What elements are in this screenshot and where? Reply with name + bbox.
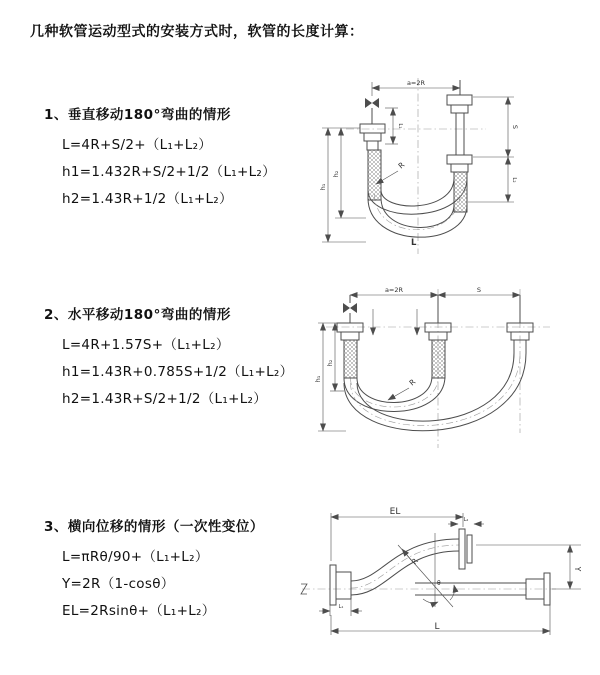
flange-left [330,565,351,605]
valve-icon [343,303,357,313]
formula-s1-l: L=4R+S/2+（L₁+L₂） [62,137,213,153]
section-1-heading: 1、垂直移动180°弯曲的情形 [44,107,231,123]
section-vertical-bend [44,106,276,208]
moving-pipe-right [447,80,472,212]
braided-hose-section [368,150,381,200]
braided-hose-section [344,340,357,378]
dim-label-s: S [511,124,519,130]
dimension-lines [319,513,581,635]
dim-label-l1: L₁ [397,123,403,129]
dim-label-r: R [407,377,418,388]
hose-s-curve [351,539,459,595]
diagram-vertical-180-bend [308,72,558,257]
hose-curves [368,178,467,237]
section-horizontal-bend [44,306,293,408]
dim-label-l2: L₂ [511,177,517,183]
formula-s3-l: L=πRθ/90+（L₁+L₂） [62,549,209,565]
dim-label-h2: h₂ [332,170,340,178]
dim-label-span: a=2R [384,286,404,294]
flange-upper-right [459,529,472,569]
dim-label-l: L [434,622,440,632]
diagram-horizontal-180-bend [308,283,568,458]
formula-s2-l: L=4R+1.57S+（L₁+L₂） [62,337,230,353]
page-title: 几种软管运动型式的安装方式时，软管的长度计算： [30,24,364,40]
diagram-2-labels [314,286,481,388]
section-2-heading: 2、水平移动180°弯曲的情形 [44,307,231,323]
formula-s3-el: EL=2Rsinθ+（L₁+L₂） [62,603,216,619]
dim-label-y: Y [573,566,582,572]
dim-label-l2: L₂ [463,517,469,523]
formula-s2-h1: h1=1.43R+0.785S+1/2（L₁+L₂） [62,364,294,380]
section-lateral-displacement [44,518,264,620]
diagram-1-labels [319,79,519,248]
formula-s1-h1: h1=1.432R+S/2+1/2（L₁+L₂） [62,164,276,180]
dim-label-el: EL [389,507,401,517]
dim-label-r: R [409,556,420,567]
dim-label-span: a=2R [406,79,426,87]
dim-label-h1: h₁ [319,183,327,191]
dim-label-h1: h₁ [314,375,322,383]
dim-label-s: S [476,286,482,294]
dim-label-h2: h₂ [326,359,334,367]
valve-icon [365,98,379,108]
fixed-pipe-left [360,98,385,200]
dim-label-theta: θ [437,580,441,587]
braided-hose-section [454,172,467,212]
fixed-pipe-left [337,295,363,378]
braided-hose-section [432,340,445,378]
formula-s1-h2: h2=1.43R+1/2（L₁+L₂） [62,191,233,207]
dim-label-r: R [396,160,407,171]
dim-label-l1: L₁ [338,604,344,610]
construction-lines [398,533,455,607]
formula-s3-y: Y=2R（1-cosθ） [62,576,175,592]
dim-label-l: L [411,238,417,248]
section-3-heading: 3、横向位移的情形（一次性变位） [44,519,264,535]
diagram-lateral-displacement [298,503,593,648]
formula-s2-h2: h2=1.43R+S/2+1/2（L₁+L₂） [62,391,268,407]
